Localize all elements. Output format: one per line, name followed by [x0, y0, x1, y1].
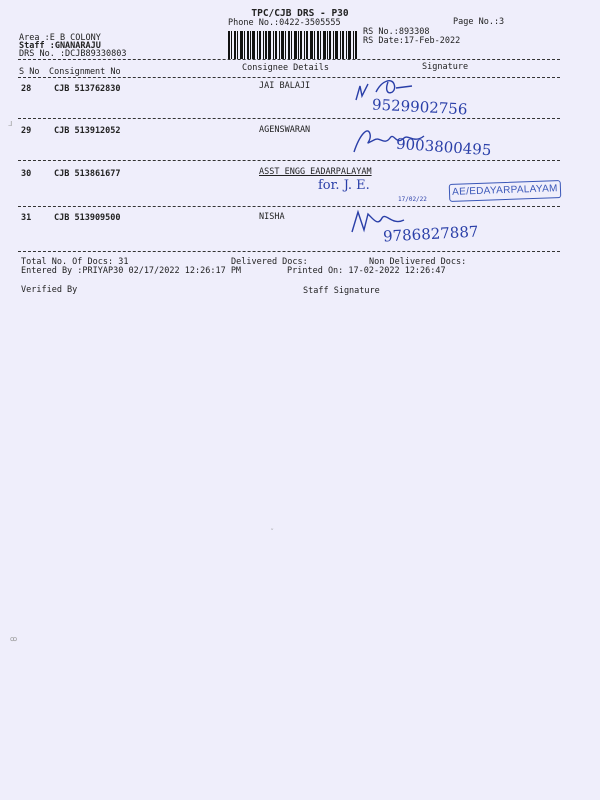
stray-mark: ˘ — [270, 528, 275, 536]
handwritten-note: for. J. E. — [318, 178, 370, 193]
non-delivered-docs: Non Delivered Docs: — [369, 257, 467, 267]
stray-mark: ꝏ — [10, 635, 18, 643]
row-consignee: NISHA — [259, 212, 285, 222]
divider — [18, 206, 560, 207]
row-consignment: CJB 513861677 — [54, 169, 121, 179]
document-title: TPC/CJB DRS - P30 — [251, 8, 349, 19]
row-sno: 29 — [21, 126, 32, 136]
row-sno: 31 — [21, 213, 32, 223]
staff-signature-label: Staff Signature — [303, 286, 380, 296]
printed-on: Printed On: 17-02-2022 12:26:47 — [287, 266, 446, 276]
barcode-image — [228, 31, 357, 59]
divider — [18, 160, 560, 161]
handwritten-phone-number: 9529902756 — [371, 95, 468, 119]
row-consignee: JAI BALAJI — [259, 81, 311, 91]
area-label: Area :E B COLONY — [19, 33, 101, 43]
column-header-signature: Signature — [422, 62, 469, 72]
rs-number: RS No.:893308 — [363, 27, 430, 37]
column-header-sno: S No — [19, 67, 40, 77]
rs-date: RS Date:17-Feb-2022 — [363, 36, 461, 46]
column-header-consignee: Consignee Details — [242, 63, 329, 73]
row-consignee: AGENSWARAN — [259, 125, 311, 135]
handwritten-phone-number: 9003800495 — [395, 134, 492, 160]
entered-by: Entered By :PRIYAP30 02/17/2022 12:26:17 PM — [21, 266, 242, 276]
page-number: Page No.:3 — [453, 17, 505, 27]
staff-label: Staff :GNANARAJU — [19, 41, 101, 51]
handwritten-date: 17/02/22 — [398, 196, 427, 203]
drs-number: DRS No. :DCJB89330803 — [19, 49, 127, 59]
column-header-consignment: Consignment No — [49, 67, 121, 77]
office-stamp: AE/EDAYARPALAYAM — [449, 180, 562, 202]
row-consignment: CJB 513762830 — [54, 84, 121, 94]
divider — [18, 251, 560, 252]
phone-number: Phone No.:0422-3505555 — [228, 18, 341, 28]
row-sno: 30 — [21, 169, 32, 179]
row-sno: 28 — [21, 84, 32, 94]
verified-by-label: Verified By — [21, 285, 78, 295]
row-consignment: CJB 513909500 — [54, 213, 121, 223]
row-consignment: CJB 513912052 — [54, 126, 121, 136]
divider — [18, 77, 560, 78]
total-docs: Total No. Of Docs: 31 — [21, 257, 129, 267]
handwritten-phone-number: 9786827887 — [382, 222, 479, 246]
row-consignee: ASST ENGG EADARPALAYAM — [259, 167, 372, 177]
stray-mark: ᒧ — [8, 120, 13, 128]
divider — [18, 59, 560, 60]
delivered-docs: Delivered Docs: — [231, 257, 308, 267]
divider — [18, 118, 560, 119]
